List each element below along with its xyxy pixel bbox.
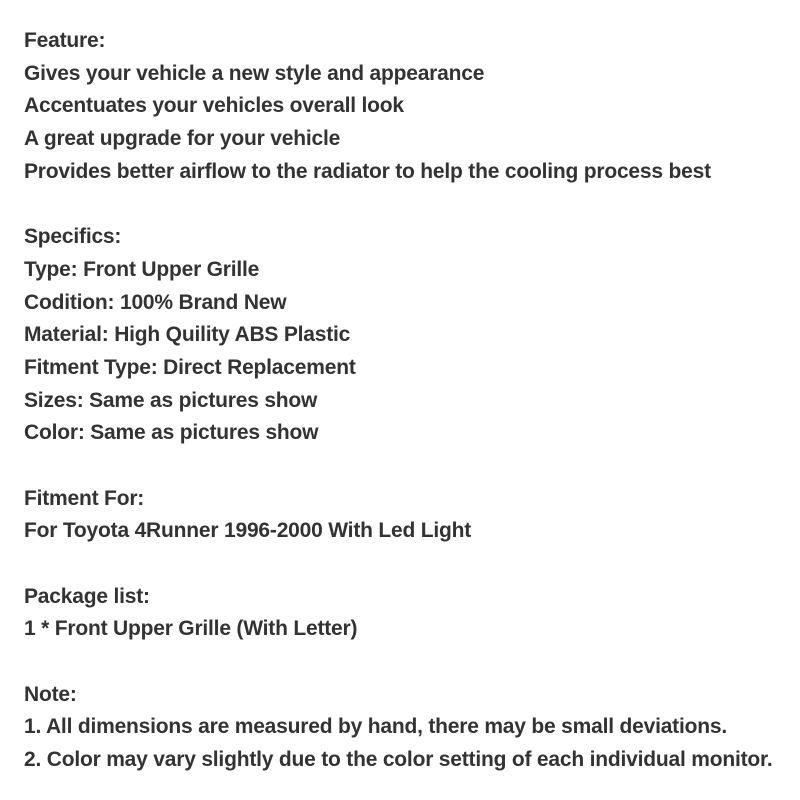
section-spacer — [24, 646, 794, 679]
feature-item: Provides better airflow to the radiator to help the cooling process best — [24, 159, 711, 183]
feature-heading: Feature: — [24, 29, 106, 52]
note-item: 1. All dimensions are measured by hand, there may be small deviations. — [24, 715, 727, 739]
fitment-item: For Toyota 4Runner 1996-2000 With Led Light — [24, 519, 472, 543]
specifics-section — [24, 221, 794, 450]
spec-fitment-type: Fitment Type: Direct Replacement — [24, 355, 356, 379]
package-item: 1 * Front Upper Grille (With Letter) — [24, 617, 358, 641]
package-section — [24, 581, 794, 646]
note-section — [24, 679, 794, 777]
spec-type: Type: Front Upper Grille — [24, 257, 260, 281]
spec-condition: Codition: 100% Brand New — [24, 290, 287, 314]
fitment-heading: Fitment For: — [24, 486, 145, 510]
note-item: 2. Color may vary slightly due to the color setting of each individual monitor. — [24, 748, 773, 772]
specifics-heading: Specifics: — [24, 225, 122, 249]
feature-item: Accentuates your vehicles overall look — [24, 94, 404, 118]
section-spacer — [24, 188, 794, 221]
note-heading: Note: — [24, 682, 77, 706]
section-spacer — [24, 548, 794, 581]
fitment-section — [24, 483, 794, 548]
spec-sizes: Sizes: Same as pictures show — [24, 388, 318, 412]
spec-material: Material: High Quility ABS Plastic — [24, 323, 351, 347]
spec-color: Color: Same as pictures show — [24, 421, 319, 445]
feature-item: Gives your vehicle a new style and appearance — [24, 61, 485, 85]
feature-section — [24, 25, 794, 188]
package-heading: Package list: — [24, 584, 150, 608]
feature-item: A great upgrade for your vehicle — [24, 127, 341, 151]
section-spacer — [24, 450, 794, 483]
product-description — [24, 25, 794, 777]
